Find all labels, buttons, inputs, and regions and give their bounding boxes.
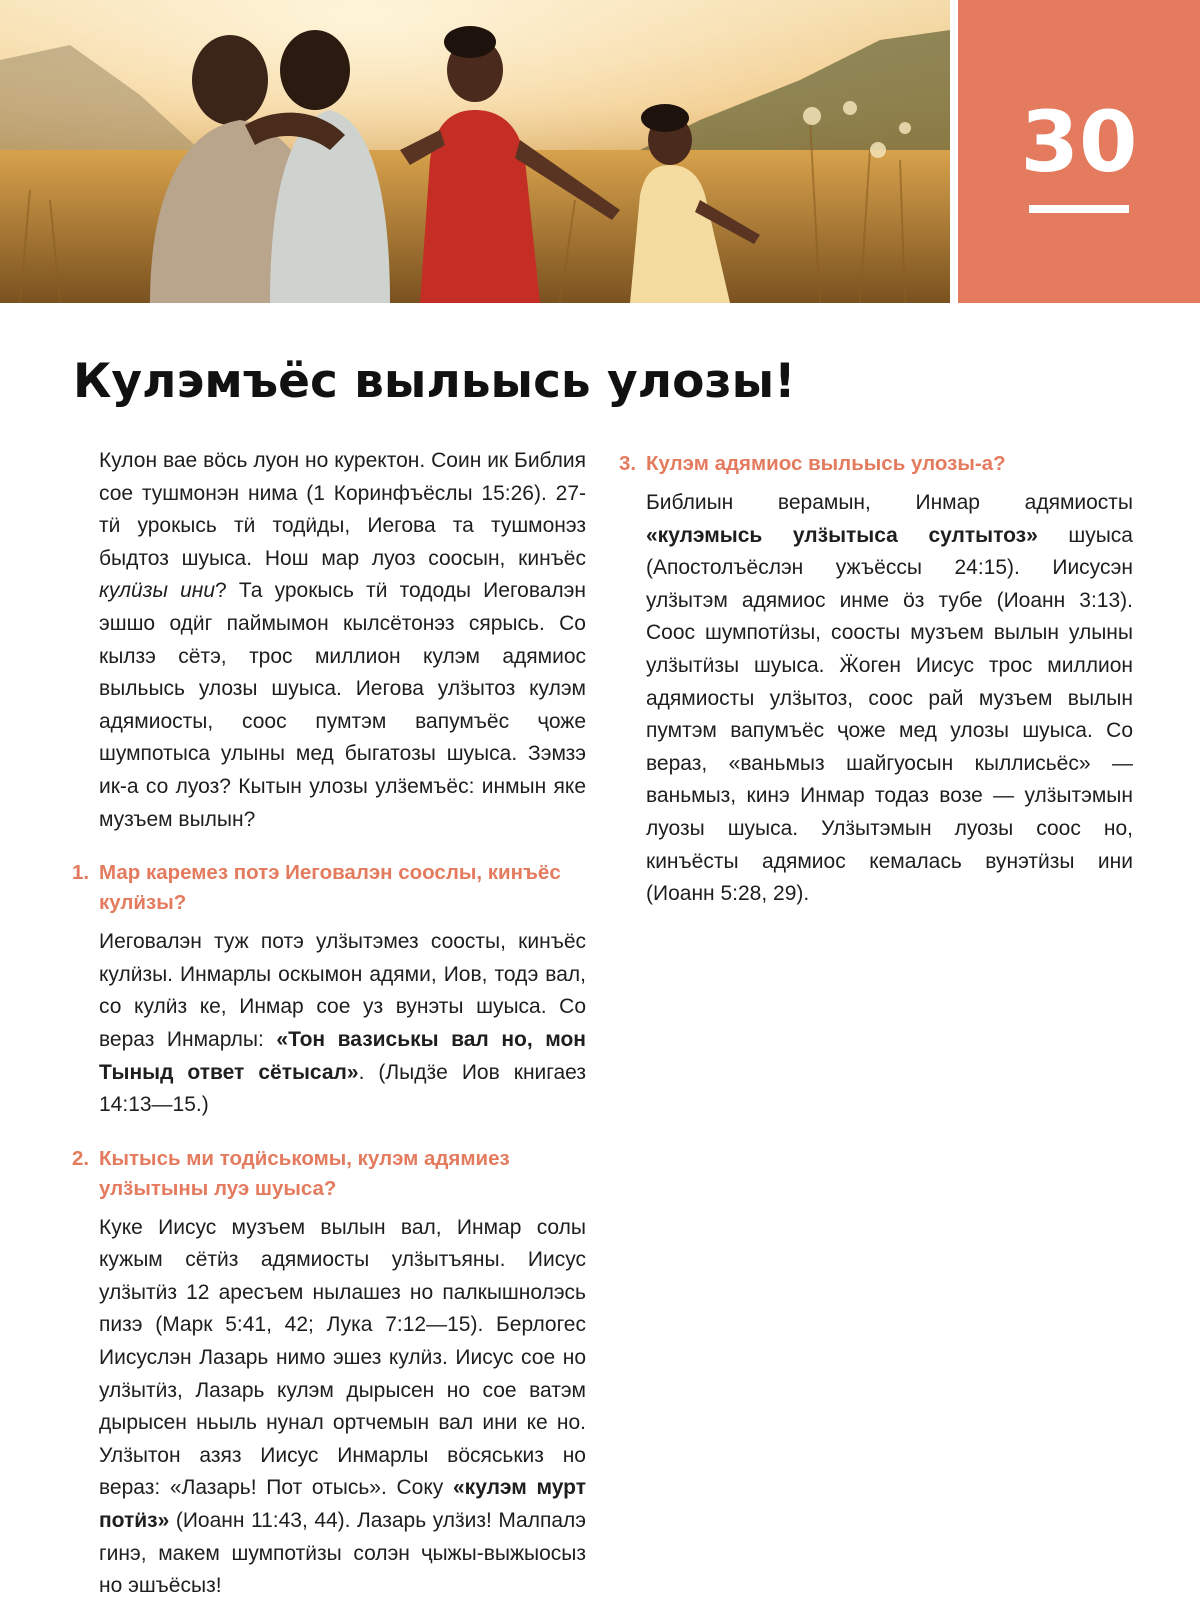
question-1-number: 1. (72, 861, 90, 885)
answer-2-text-2: (Иоанн 11:43, 44). Лазарь улӟиз! Малпалэ гинэ, макем шумпотӥзы солэн ҷыжы-выжыосыз но эшъёсыз! (99, 1509, 586, 1598)
intro-paragraph (99, 445, 586, 836)
question-1-text: Мар каремез потэ Иеговалэн соослы, кинъёс кулӥзы? (99, 861, 561, 915)
answer-2-text-1: Куке Иисус музъем вылын вал, Инмар солы кужым сётӥз адямиосты улӟытъяны. Иисус улӟытӥз 12 аресъем нылашез но палкышнолэсь пизэ (Марк 5:41, 42; Лука 7:12—15). Берлогес Иисуслэн Лазарь нимо эшез кулӥз. Иисус сое но улӟытӥз, Лазарь кулэм дырысен но сое ватэм дырысен ньыль нунал ортчемын вал ини ке но. Улӟытон азяз Иисус Инмарлы вӧсяськиз но вераз: «Лазарь! Пот отысь». Соку (99, 1215, 586, 1500)
right-column (619, 449, 1133, 911)
intro-emphasis: кулӥзы ини (99, 579, 215, 603)
question-3-heading (619, 449, 1133, 479)
answer-2-quote: «кулэм мурт потӥз» (99, 1476, 586, 1533)
hero-photo (0, 0, 950, 303)
question-1-heading (72, 858, 586, 918)
answer-3-text-2: шуыса (Апостолъёслэн ужъёссы 24:15). Иисусэн улӟытэм адямиос инме ӧз тубе (Иоанн 3:13). Соос шумпотӥзы, соосты музъем вылын улыны улӟытӥзы шуыса. Ӝоген Иисус трос миллион адямиосты улӟытоз, соос рай музъем вылын пумтэм вапумъёс ҷоже мед улозы шуыса. Со вераз, «ваньмыз шайгуосын кыллисьёс» — ваньмыз, кинэ Инмар тодаз возе — улӟытэмын луозы шуыса. Улӟытэмын луозы соос но, кинъёсты адямиос кемалась вунэтӥзы ини (Иоанн 5:28, 29). (646, 523, 1133, 906)
lesson-number-underline (1029, 205, 1129, 213)
lesson-number: 30 (1020, 93, 1138, 191)
intro-text-2: ? Та урокысь тӥ тододы Иеговалэн эшшо одӥг паймымон кылсётонэз сярысь. Со кылзэ сётэ, трос миллион кулэм адямиос выльысь улозы шуыса. Иегова улӟытоз кулэм адямиосты, соос пумтэм вапумъёс ҷоже шумпотыса улыны мед быгатозы шуыса. Зэмзэ ик-а со луоз? Кытын улозы улӟемъёс: инмын яке музъем вылын? (99, 579, 586, 831)
answer-1-paragraph (99, 926, 586, 1122)
answer-3-paragraph (646, 487, 1133, 911)
lesson-number-box (958, 0, 1200, 303)
intro-text-1: Кулон вае вӧсь луон но куректон. Соин ик Библия сое тушмонэн нима (1 Коринфъёслы 15:26). 27-тӥ урокысь тӥ тодӥды, Иегова та тушмонэз быдтоз шуыса. Нош мар луоз соосын, кинъёс (99, 449, 586, 570)
question-2-text: Кытысь ми тодӥськомы, кулэм адямиез улӟытыны луэ шуыса? (99, 1146, 510, 1200)
question-2-number: 2. (72, 1146, 90, 1170)
family-meadow-illustration (0, 0, 950, 303)
question-2-heading (72, 1144, 586, 1204)
question-3-number: 3. (619, 452, 637, 475)
answer-2-paragraph (99, 1212, 586, 1603)
answer-1-text-2: . (Лыдӟе Иов книгаез 14:13—15.) (99, 1060, 586, 1117)
answer-1-text-1: Иеговалэн туж потэ улӟытэмез соосты, кинъёс кулӥзы. Инмарлы оскымон адями, Иов, тодэ вал, со кулӥз ке, Инмар сое уз вунэты шуыса. Со вераз Инмарлы: (99, 930, 586, 1051)
answer-3-quote: «кулэмысь улӟытыса султытоз» (646, 523, 1038, 547)
left-column (72, 445, 586, 1603)
page-title: Кулэмъёс выльысь улозы! (73, 354, 796, 409)
answer-3-text-1: Библиын верамын, Инмар адямиосты (646, 491, 1133, 514)
question-3-text: Кулэм адямиос выльысь улозы-а? (646, 452, 1006, 475)
answer-1-quote: «Тон вазиськы вал но, мон Тыныд ответ сётысал» (99, 1027, 586, 1084)
